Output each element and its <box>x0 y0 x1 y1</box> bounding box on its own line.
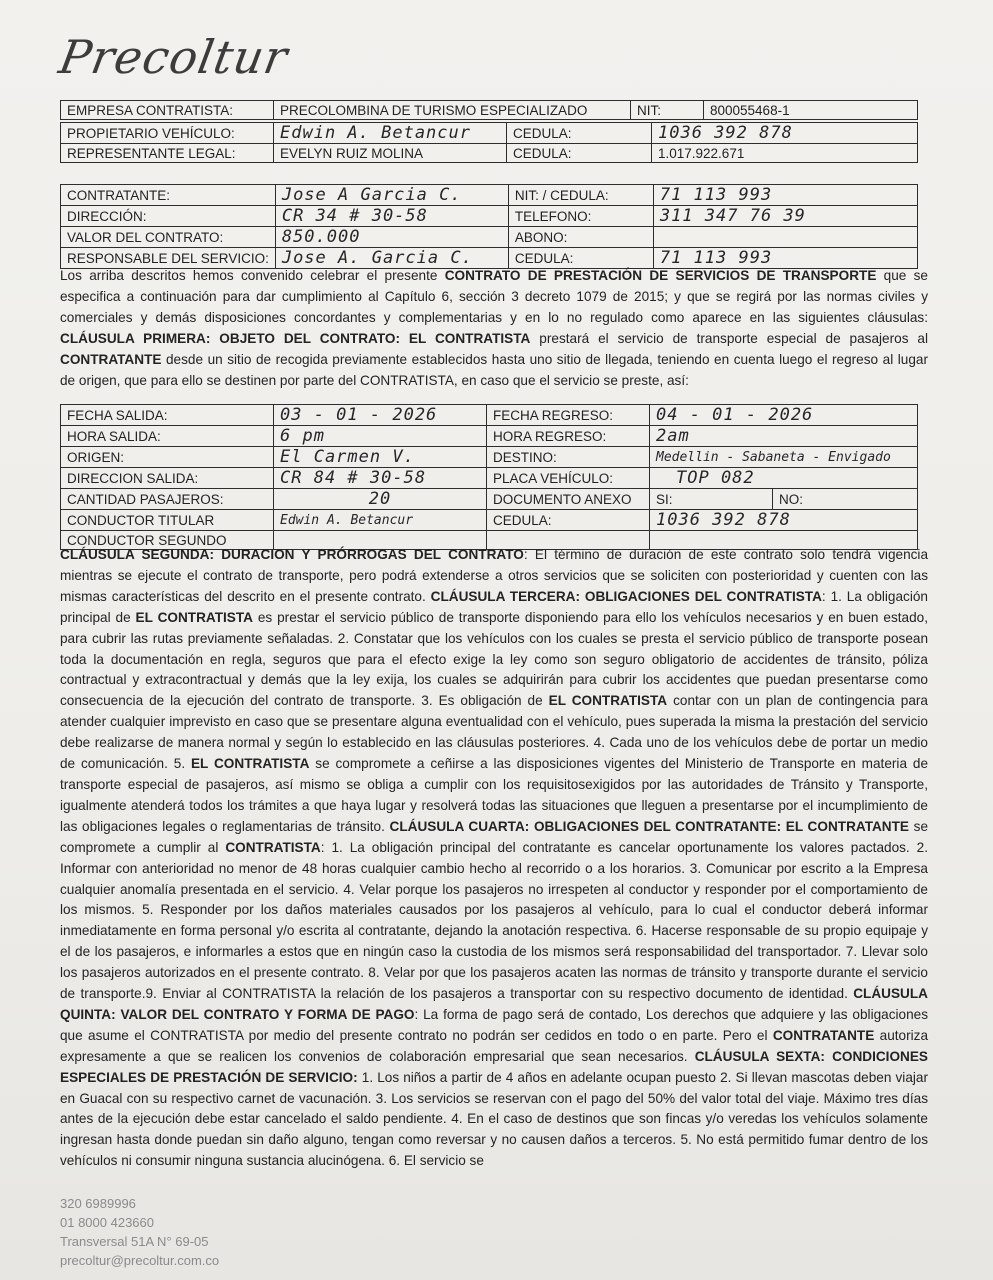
fecha-regreso-label: FECHA REGRESO: <box>487 405 650 426</box>
clause-1-text-c: desde un sitio de recogida previamente establecidos hasta uno sitio de llegada, teniendo en cuenta luego el regreso al lugar de origen, que para ello se destinen por parte del CONTRATISTA, en caso que el servicio se preste, así: <box>60 351 928 388</box>
propietario-value: Edwin A. Betancur <box>274 123 507 144</box>
valor-label: VALOR DEL CONTRATO: <box>61 227 276 248</box>
trip-table <box>60 404 918 550</box>
company-table <box>60 100 918 120</box>
footer-toll-free: 01 8000 423660 <box>60 1215 154 1230</box>
valor-value: 850.000 <box>275 227 508 248</box>
responsable-label: RESPONSABLE DEL SERVICIO: <box>61 248 276 269</box>
contratante-value: Jose A Garcia C. <box>275 185 508 206</box>
anexo-si: SI: <box>650 489 773 510</box>
representante-value: EVELYN RUIZ MOLINA <box>274 144 507 163</box>
destino-label: DESTINO: <box>487 447 650 468</box>
footer-phone: 320 6989996 <box>60 1196 136 1211</box>
clause-5-text-a: : La forma de pago será de contado, Los derechos que adquiere y las obligaciones que asume el CONTRATISTA por medio del presente contrato no podrán ser cedidos en todo o en parte. Pero el <box>60 1006 928 1043</box>
origen-value: El Carmen V. <box>274 447 487 468</box>
placa-label: PLACA VEHÍCULO: <box>487 468 650 489</box>
abono-label: ABONO: <box>508 227 653 248</box>
fecha-salida-label: FECHA SALIDA: <box>61 405 274 426</box>
telefono-value: 311 347 76 39 <box>653 206 917 227</box>
contratante-label: CONTRATANTE: <box>61 185 276 206</box>
nit-cedula-value: 71 113 993 <box>653 185 917 206</box>
fecha-salida-value: 03 - 01 - 2026 <box>274 405 487 426</box>
responsable-value: Jose A. Garcia C. <box>275 248 508 269</box>
footer-email: precoltur@precoltur.com.co <box>60 1253 220 1268</box>
clause-3-text-a: : 1. La obligación principal de <box>60 588 928 625</box>
clause-1-contratante: CONTRATANTE <box>60 351 162 367</box>
footer-contact <box>60 1194 219 1270</box>
company-logo: Precoltur <box>55 30 293 84</box>
clause-1-heading: CLÁUSULA PRIMERA: OBJETO DEL CONTRATO: EL CONTRATISTA <box>60 330 531 346</box>
placa-value: TOP 082 <box>650 468 918 489</box>
clause-4-heading: CLÁUSULA CUARTA: OBLIGACIONES DEL CONTRATANTE: EL CONTRATANTE <box>389 818 909 834</box>
clauses-body <box>60 545 928 1172</box>
anexo-label: DOCUMENTO ANEXO <box>487 489 650 510</box>
clause-4-bold-b: CONTRATISTA <box>225 839 321 855</box>
clause-3-text-e: contar con un plan de contingencia para atender cualquier imprevisto en caso que se presentare alguna eventualidad con el vehículo, pues superada la misma la prestación del servicio debe realizarse de manera normal y según lo establecido en las cláusulas posteriores. 4. Cada uno de los vehículos debe de portar un medio de comunicación. 5. <box>60 693 928 772</box>
clause-2-text: : El término de duración de este contrato solo tendrá vigencia mientras se ejecute el contrato de transporte, pero podrá extenderse a otros servicios que se soliciten con posterioridad y cuenten con las mismas características del descrito en el presente contrato. <box>60 547 929 604</box>
clause-5-bold-b: CONTRATANTE <box>772 1027 875 1043</box>
intro-text-2: que se especifica a continuación para dar cumplimiento al Capítulo 6, sección 3 decreto 1079 de 2015; y que se regirá por las normas civiles y comerciales y demás disposiciones concordantes y complementarias y en lo no regulado como aparece en las siguientes cláusulas: <box>60 268 928 325</box>
propietario-label: PROPIETARIO VEHÍCULO: <box>61 123 274 144</box>
clause-3-bold-d: EL CONTRATISTA <box>548 693 668 709</box>
clause-5-heading: CLÁUSULA QUINTA: VALOR DEL CONTRATO Y FORMA DE PAGO <box>60 986 928 1022</box>
clause-2-heading: CLÁUSULA SEGUNDA: DURACION Y PRÓRROGAS DEL CONTRATO <box>60 547 524 562</box>
propietario-cedula: 1036 392 878 <box>652 123 918 144</box>
destino-value: Medellin - Sabaneta - Envigado <box>650 447 918 468</box>
origen-label: ORIGEN: <box>61 447 274 468</box>
intro-paragraph <box>60 266 928 391</box>
nit-cedula-label: NIT: / CEDULA: <box>508 185 653 206</box>
conductor-cedula-label: CEDULA: <box>487 510 650 531</box>
clause-3-text-g: se compromete a ceñirse a las disposiciones vigentes del Ministerio de Transporte en materia de transporte especial de pasajeros, así mismo se obliga a cumplir con los requisitosexigidos por las autoridades de Tránsito y Transporte, igualmente atenderá todos los trámites a que haya lugar y resolverá todas las situaciones que lleguen a presentarse por el incumplimiento de las obligaciones legales o reglamentarias de tránsito. <box>60 756 929 834</box>
intro-text-1: Los arriba descritos hemos convenido celebrar el presente <box>60 268 445 283</box>
clause-4-text-a: se compromete a cumplir al <box>60 818 929 855</box>
anexo-no: NO: <box>773 489 918 510</box>
conductor2-label: CONDUCTOR SEGUNDO <box>61 531 274 550</box>
abono-value <box>653 227 917 248</box>
hora-regreso-value: 2am <box>650 426 918 447</box>
direccion-salida-label: DIRECCION SALIDA: <box>61 468 274 489</box>
empresa-value: PRECOLOMBINA DE TURISMO ESPECIALIZADO <box>274 101 631 120</box>
telefono-label: TELEFONO: <box>508 206 653 227</box>
footer-address: Transversal 51A N° 69-05 <box>60 1234 209 1249</box>
propietario-cedula-label: CEDULA: <box>507 123 652 144</box>
clause-3-text-c: es prestar el servicio público de transporte disponiendo para ello los vehículos necesarios y en buen estado, para cubrir las rutas previamente señaladas. 2. Constatar que los vehículos con los cuales se presta el servicio público de transporte posean toda la documentación en regla, seguros que para el efecto exige la ley como son seguro obligatorio de accidentes de tránsito, póliza contractual y extracontractual y demás que la ley exija, los cuales se adquirirán para cubrir los accidentes que puedan presentarse como consecuencia de la ejecución del contrato de transporte. 3. Es obligación de <box>60 609 928 709</box>
fecha-regreso-value: 04 - 01 - 2026 <box>650 405 918 426</box>
pasajeros-label: CANTIDAD PASAJEROS: <box>61 489 274 510</box>
pasajeros-value: 20 <box>274 489 487 510</box>
nit-value: 800055468-1 <box>704 101 918 120</box>
responsable-cedula: 71 113 993 <box>653 248 917 269</box>
clause-5-text-c: autoriza expresamente a que se realicen los convenios de colaboración empresarial que sean necesarios. <box>60 1027 929 1064</box>
conductor-value: Edwin A. Betancur <box>274 510 487 531</box>
nit-label: NIT: <box>631 101 704 120</box>
conductor-cedula: 1036 392 878 <box>650 510 918 531</box>
conductor-label: CONDUCTOR TITULAR <box>61 510 274 531</box>
client-table <box>60 184 918 269</box>
representante-cedula-label: CEDULA: <box>507 144 652 163</box>
clause-1-text-a: prestará el servicio de transporte especial de pasajeros al <box>530 330 928 346</box>
hora-salida-value: 6 pm <box>274 426 487 447</box>
representante-cedula: 1.017.922.671 <box>652 144 918 163</box>
clause-4-text-c: : 1. La obligación principal del contratante es cancelar oportunamente los valores pactados. 2. Informar con anterioridad no menor de 48 horas cualquier cambio hecho al recorrido o a los horarios. 3. Comunicar por escrito a la Empresa cualquier anomalía presentada en el servicio. 4. Velar porque los pasajeros no irrespeten al conductor y responder por el comportamiento de los mismos. 5. Responder por los daños materiales causados por los pasajeros al vehículo, para lo cual el conductor deberá informar inmediatamente en forma personal y/o escrita al contratante, dejando la anotación respectiva. 6. Hacerse responsable de su propio equipaje y el de los pasajeros, e informarles a estos que en ningún caso la custodia de los mismos será responsabilidad del transportador. 7. Llevar solo los pasajeros autorizados en el presente contrato. 8. Velar por que los pasajeros acaten las normas de tránsito y transporte durante el servicio de transporte.9. Enviar al CONTRATISTA la relación de los pasajeros a transportar con su respectivo documento de identidad. <box>60 839 929 1002</box>
direccion-salida-value: CR 84 # 30-58 <box>274 468 487 489</box>
company-table-2 <box>60 122 918 163</box>
hora-regreso-label: HORA REGRESO: <box>487 426 650 447</box>
clause-6-text: 1. Los niños a partir de 4 años en adelante ocupan puesto 2. Si llevan mascotas deben viajar en Guacal con su respectivo carnet de vacunación. 3. Los servicios se reservan con el pago del 50% del valor total del viaje. Máximo tres días antes de la ejecución debe estar cancelado el saldo pendiente. 4. En el caso de destinos que son fincas y/o veredas los vehículos solamente ingresan hasta donde puedan sin daño alguno, tengan como reversar y no causen daños a terceros. 5. No está permitido fumar dentro de los vehículos ni consumir ninguna sustancia alucinógena. 6. El servicio se <box>60 1069 928 1169</box>
direccion-value: CR 34 # 30-58 <box>275 206 508 227</box>
clause-3-heading: CLÁUSULA TERCERA: OBLIGACIONES DEL CONTRATISTA <box>430 588 822 604</box>
representante-label: REPRESENTANTE LEGAL: <box>61 144 274 163</box>
responsable-cedula-label: CEDULA: <box>508 248 653 269</box>
clause-6-heading: CLÁUSULA SEXTA: CONDICIONES ESPECIALES DE PRESTACIÓN DE SERVICIO: <box>60 1048 928 1085</box>
empresa-label: EMPRESA CONTRATISTA: <box>61 101 274 120</box>
clause-3-bold-f: EL CONTRATISTA <box>190 756 310 772</box>
hora-salida-label: HORA SALIDA: <box>61 426 274 447</box>
direccion-label: DIRECCIÓN: <box>61 206 276 227</box>
intro-contract-title: CONTRATO DE PRESTACIÓN DE SERVICIOS DE TRANSPORTE <box>444 268 877 283</box>
clause-3-bold-b: EL CONTRATISTA <box>135 609 253 625</box>
